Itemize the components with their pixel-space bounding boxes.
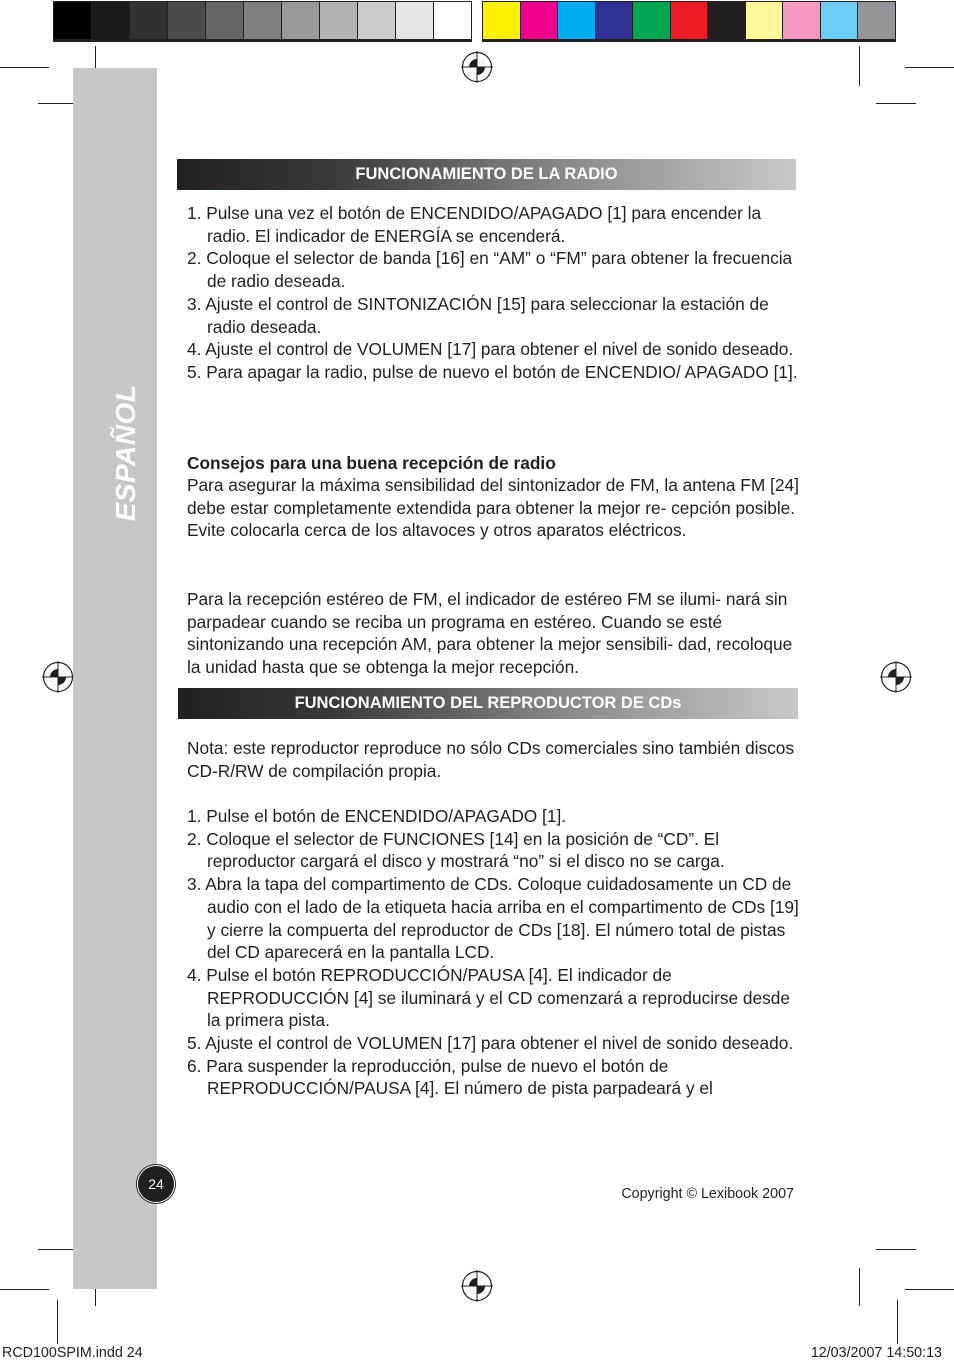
- color-swatch: [596, 2, 633, 39]
- crop-mark: [876, 103, 916, 104]
- color-swatch: [54, 2, 91, 39]
- crop-mark: [905, 1289, 954, 1290]
- process-color-bar: [482, 1, 896, 42]
- section-title: FUNCIONAMIENTO DE LA RADIO: [355, 165, 618, 183]
- color-swatch: [858, 2, 895, 39]
- color-swatch: [821, 2, 858, 39]
- crop-mark: [0, 1289, 49, 1290]
- color-swatch: [320, 2, 357, 39]
- crop-mark: [897, 1300, 898, 1344]
- color-swatch: [671, 2, 708, 39]
- color-swatch: [521, 2, 558, 39]
- crop-mark: [57, 1300, 58, 1344]
- language-label: ESPAÑOL: [110, 384, 141, 522]
- list-item: 2. Coloque el selector de FUNCIONES [14] en la posición de “CD”. El reproductor cargará el disco y mostrará “no” si el disco no se carga.: [187, 828, 725, 872]
- registration-mark-icon: [42, 661, 74, 693]
- list-item: 4. Pulse el botón REPRODUCCIÓN/PAUSA [4]. El indicador de REPRODUCCIÓN [4] se iluminará y el CD comenzará a reproducirse desde la primera pista.: [187, 964, 790, 1031]
- tips-paragraph: Para asegurar la máxima sensibilidad del sintonizador de FM, la antena FM [24] debe estar completamente extendida para obtener la mejor re- cepción posible. Evite colocarla cerca de los altavoces y otros aparatos eléctricos.: [187, 475, 799, 541]
- crop-mark: [905, 67, 954, 68]
- list-item: 1. Pulse el botón de ENCENDIDO/APAGADO [1].: [187, 806, 567, 826]
- section-header-cd: [178, 688, 798, 719]
- list-item: 3. Ajuste el control de SINTONIZACIÓN [15] para seleccionar la estación de radio deseada.: [187, 293, 769, 337]
- section-title: FUNCIONAMIENTO DEL REPRODUCTOR DE CDs: [294, 694, 682, 712]
- color-swatch: [396, 2, 433, 39]
- color-swatch: [244, 2, 281, 39]
- color-swatch: [746, 2, 783, 39]
- list-item: 1. Pulse una vez el botón de ENCENDIDO/APAGADO [1] para encender la radio. El indicador de ENERGÍA se encenderá.: [187, 203, 762, 246]
- stereo-paragraph: Para la recepción estéreo de FM, el indicador de estéreo FM se ilumi- nará sin parpadear cuando se reciba un programa en estéreo. Cuando se esté sintonizando una recepción AM, para obtener la mejor sensibili- dad, recoloque la unidad hasta que se obtenga la mejor recepción.: [187, 589, 793, 678]
- radio-steps-list: [187, 202, 799, 384]
- list-item: 5. Ajuste el control de VOLUMEN [17] para obtener el nivel de sonido deseado.: [187, 1033, 794, 1054]
- color-swatch: [92, 2, 129, 39]
- color-swatch: [633, 2, 670, 39]
- color-swatch: [168, 2, 205, 39]
- grayscale-color-bar: [53, 1, 472, 42]
- print-slug-date: 12/03/2007 14:50:13: [810, 1345, 942, 1361]
- color-swatch: [130, 2, 167, 39]
- tips-heading: Consejos para una buena recepción de radio: [187, 453, 556, 473]
- note-paragraph: Nota: este reproductor reproduce no sólo CDs comerciales sino también discos CD-R/RW de compilación propia.: [187, 738, 795, 781]
- registration-mark-icon: [461, 1270, 493, 1302]
- color-swatch: [282, 2, 319, 39]
- page-number-badge: [137, 1165, 175, 1203]
- color-swatch: [358, 2, 395, 39]
- print-slug-file: RCD100SPIM.indd 24: [2, 1345, 143, 1361]
- crop-mark: [0, 67, 49, 68]
- color-swatch: [558, 2, 595, 39]
- crop-mark: [876, 1249, 916, 1250]
- color-swatch: [434, 2, 471, 39]
- list-item: 2. Coloque el selector de banda [16] en “AM” o “FM” para obtener la frecuencia de radio deseada.: [187, 248, 793, 292]
- crop-mark: [859, 46, 860, 86]
- language-side-band: [73, 68, 157, 1289]
- registration-mark-icon: [461, 51, 493, 83]
- color-swatch: [483, 2, 520, 39]
- list-item: 3. Abra la tapa del compartimento de CDs. Coloque cuidadosamente un CD de audio con el lado de la etiqueta hacia arriba en el compartimento de CDs [19] y cierre la compuerta del reproductor de CDs [18]. El número total de pistas del CD aparecerá en la pantalla LCD.: [187, 874, 799, 963]
- crop-mark: [859, 1268, 860, 1306]
- page-number: 24: [148, 1176, 164, 1192]
- color-swatch: [783, 2, 820, 39]
- list-item: 4. Ajuste el control de VOLUMEN [17] para obtener el nivel de sonido deseado.: [187, 339, 794, 360]
- color-swatch: [708, 2, 745, 39]
- list-item: 6. Para suspender la reproducción, pulse de nuevo el botón de REPRODUCCIÓN/PAUSA [4]. El número de pista parpadeará y el: [187, 1055, 713, 1099]
- color-swatch: [206, 2, 243, 39]
- copyright-text: Copyright © Lexibook 2007: [621, 1186, 794, 1202]
- registration-mark-icon: [880, 661, 912, 693]
- cd-steps-list: [187, 805, 799, 1100]
- section-header-radio: [177, 159, 796, 190]
- list-item: 5. Para apagar la radio, pulse de nuevo el botón de ENCENDIO/ APAGADO [1].: [187, 361, 798, 382]
